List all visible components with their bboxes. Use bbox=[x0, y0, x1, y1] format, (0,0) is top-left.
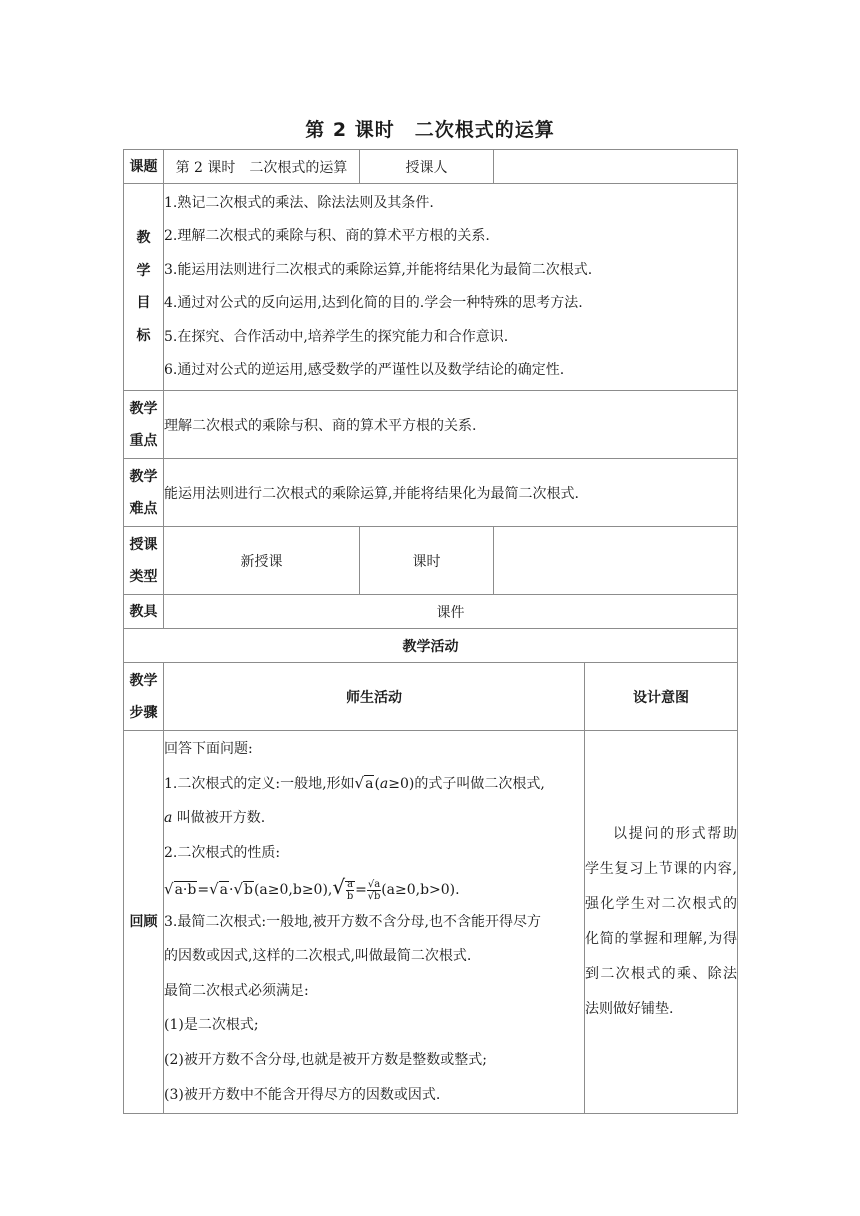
radicand: a·b bbox=[174, 882, 197, 899]
activities-header-row bbox=[124, 663, 738, 731]
review-line: (3)被开方数中不能含开得尽方的因数或因式. bbox=[164, 1086, 441, 1103]
step-label bbox=[124, 663, 164, 731]
tools-value: 课件 bbox=[164, 595, 738, 629]
goals-label-char: 学 bbox=[136, 262, 151, 279]
review-line: (1)是二次根式; bbox=[164, 1017, 259, 1034]
review-row bbox=[124, 731, 738, 1114]
difficulty-row bbox=[124, 459, 738, 527]
goals-list bbox=[164, 184, 738, 391]
goals-label bbox=[124, 184, 164, 391]
goal-item: 4.通过对公式的反向运用,达到化简的目的.学会一种特殊的思考方法. bbox=[164, 295, 583, 311]
difficulty-label bbox=[124, 459, 164, 527]
review-line: (2)被开方数不含分母,也就是被开方数是整数或整式; bbox=[164, 1052, 487, 1069]
fraction-of-roots bbox=[367, 879, 381, 902]
difficulty-label-line: 难点 bbox=[129, 500, 158, 517]
radicand: b bbox=[374, 890, 381, 902]
design-intent-text: 以提问的形式帮助学生复习上节课的内容,强化学生对二次根式的化简的掌握和理解,为得到二次根式的乘、除法法则做好铺垫. bbox=[585, 826, 737, 1017]
key-point-label-line: 重点 bbox=[129, 432, 158, 449]
dot-sign: · bbox=[228, 882, 234, 899]
topic-label: 课题 bbox=[124, 150, 164, 184]
teacher-value bbox=[494, 150, 738, 184]
fraction-denominator: √b bbox=[367, 890, 381, 902]
sqrt-a: √a bbox=[354, 774, 374, 793]
sqrt-ab: √a·b bbox=[164, 880, 197, 899]
difficulty-text: 能运用法则进行二次根式的乘除运算,并能将结果化为最简二次根式. bbox=[164, 459, 738, 527]
review-line: 2.二次根式的性质: bbox=[164, 844, 281, 861]
lesson-type-row bbox=[124, 527, 738, 595]
fraction-denominator: b bbox=[346, 890, 354, 902]
goals-label-char: 教 bbox=[136, 230, 151, 246]
lesson-type-label-line: 授课 bbox=[129, 536, 158, 553]
teacher-label: 授课人 bbox=[360, 150, 494, 184]
goal-item: 1.熟记二次根式的乘法、除法法则及其条件. bbox=[164, 194, 434, 211]
lesson-type-label bbox=[124, 527, 164, 595]
review-line: 回答下面问题: bbox=[164, 740, 253, 757]
lesson-type-label-line: 类型 bbox=[129, 568, 158, 585]
key-point-text: 理解二次根式的乘除与积、商的算术平方根的关系. bbox=[164, 391, 738, 459]
step-label-line: 步骤 bbox=[129, 704, 158, 721]
key-point-label bbox=[124, 391, 164, 459]
sqrt-fraction: √ $\frac{a}{b}$ bbox=[332, 875, 354, 902]
review-line: 3.最简二次根式:一般地,被开方数不含分母,也不含能开得尽方 bbox=[164, 913, 541, 930]
sqrt-a: √a bbox=[209, 880, 228, 899]
topic-value: 第 2 课时 二次根式的运算 bbox=[164, 150, 360, 184]
goals-row bbox=[124, 184, 738, 391]
fraction-numerator: √a bbox=[367, 878, 381, 890]
review-line-formula bbox=[164, 870, 584, 905]
goal-item: 3.能运用法则进行二次根式的乘除运算,并能将结果化为最简二次根式. bbox=[164, 261, 593, 278]
step-label-line: 教学 bbox=[129, 672, 158, 689]
key-point-label-line: 教学 bbox=[129, 400, 158, 417]
activities-title-row bbox=[124, 629, 738, 663]
radicand: a bbox=[374, 878, 381, 890]
period-label: 课时 bbox=[360, 527, 494, 595]
variable-a: a bbox=[379, 776, 389, 793]
period-value bbox=[494, 527, 738, 595]
equals-sign: = bbox=[197, 882, 210, 899]
goals-label-char: 标 bbox=[136, 327, 151, 344]
design-column-header: 设计意图 bbox=[585, 663, 738, 731]
review-design-intent bbox=[585, 731, 738, 1114]
tools-row bbox=[124, 595, 738, 629]
radicand: b bbox=[244, 882, 253, 899]
fraction-numerator: a bbox=[347, 878, 354, 890]
definition-text: 1.二次根式的定义:一般地,形如 bbox=[164, 776, 355, 793]
review-line-definition bbox=[164, 766, 584, 801]
goals-label-char: 目 bbox=[136, 295, 151, 311]
activities-title: 教学活动 bbox=[124, 629, 738, 663]
difficulty-label-line: 教学 bbox=[129, 468, 158, 485]
page-title: 第 2 课时 二次根式的运算 bbox=[305, 119, 555, 141]
goal-item: 5.在探究、合作活动中,培养学生的探究能力和合作意识. bbox=[164, 328, 509, 345]
sqrt-b: √b bbox=[233, 880, 253, 899]
radicand: a bbox=[219, 882, 228, 899]
radicand-text: 叫做被开方数. bbox=[172, 809, 266, 826]
goal-item: 6.通过对公式的逆运用,感受数学的严谨性以及数学结论的确定性. bbox=[164, 362, 565, 378]
paren-open: ( bbox=[374, 776, 380, 793]
equals-sign: = bbox=[355, 882, 367, 899]
lesson-plan-table bbox=[123, 149, 738, 1114]
formula-condition: (a≥0,b>0). bbox=[381, 882, 460, 899]
lesson-type-value: 新授课 bbox=[164, 527, 360, 595]
review-line bbox=[164, 801, 584, 836]
tools-label: 教具 bbox=[124, 595, 164, 629]
review-content bbox=[164, 731, 585, 1114]
topic-row bbox=[124, 150, 738, 184]
activity-column-header: 师生活动 bbox=[164, 663, 585, 731]
goal-item: 2.理解二次根式的乘除与积、商的算术平方根的关系. bbox=[164, 228, 490, 244]
variable-a: a bbox=[164, 809, 173, 826]
review-label: 回顾 bbox=[124, 731, 164, 1114]
formula-condition: (a≥0,b≥0), bbox=[253, 882, 333, 899]
definition-condition: ≥0)的式子叫做二次根式, bbox=[388, 776, 545, 793]
review-line: 最简二次根式必须满足: bbox=[164, 982, 309, 999]
radicand: a bbox=[365, 776, 374, 793]
key-point-row bbox=[124, 391, 738, 459]
review-line: 的因数或因式,这样的二次根式,叫做最简二次根式. bbox=[164, 948, 472, 965]
